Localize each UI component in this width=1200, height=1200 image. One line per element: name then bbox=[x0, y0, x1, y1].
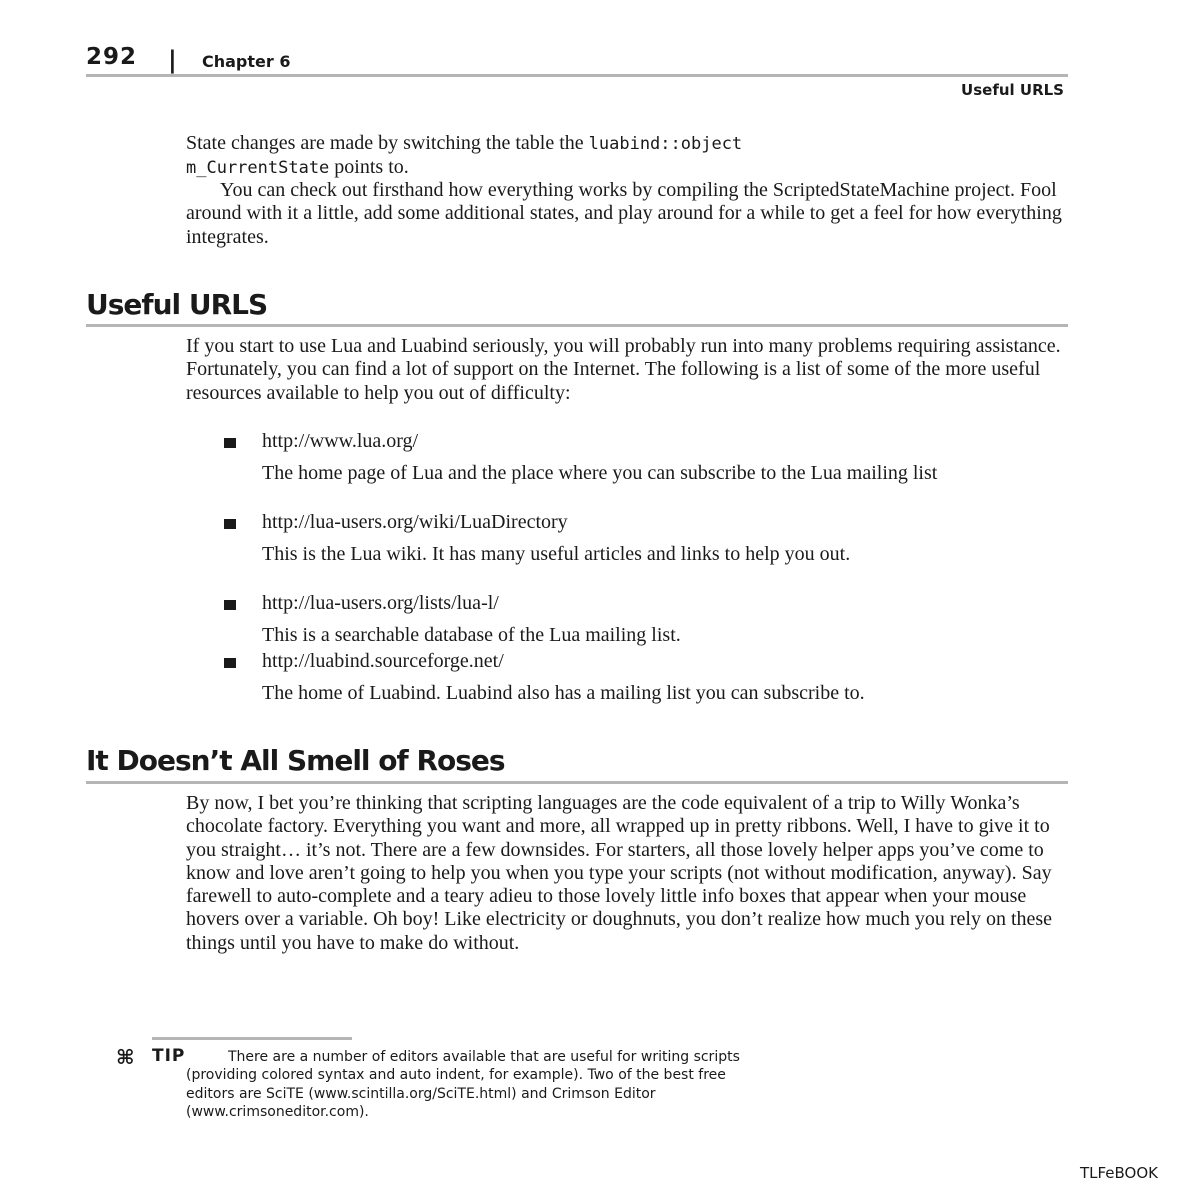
url-description: The home of Luabind. Luabind also has a mailing list you can subscribe to. bbox=[262, 682, 865, 704]
section-rule bbox=[86, 781, 1068, 784]
intro-paragraph-1 bbox=[186, 132, 1066, 181]
running-head: Useful URLS bbox=[961, 81, 1064, 99]
url-description: This is a searchable database of the Lua mailing list. bbox=[262, 624, 681, 646]
url-link[interactable]: http://lua-users.org/lists/lua-l/ bbox=[262, 592, 499, 614]
watermark: TLFeBOOK bbox=[1079, 1164, 1158, 1182]
section-title-useful-urls: Useful URLS bbox=[86, 288, 268, 321]
bullet-icon bbox=[224, 658, 236, 668]
url-link[interactable]: http://luabind.sourceforge.net/ bbox=[262, 650, 504, 672]
url-link[interactable]: http://www.lua.org/ bbox=[262, 430, 419, 452]
tip-line: editors are SciTE (www.scintilla.org/SciTE.html) and Crimson Editor bbox=[186, 1085, 656, 1102]
tip-line: (www.crimsoneditor.com). bbox=[186, 1103, 369, 1120]
chapter-label: Chapter 6 bbox=[202, 52, 291, 71]
intro-text-end: points to. bbox=[334, 156, 409, 179]
url-description: This is the Lua wiki. It has many useful articles and links to help you out. bbox=[262, 543, 851, 565]
bullet-icon bbox=[224, 519, 236, 529]
code-luabind-object: luabind::object bbox=[588, 134, 743, 154]
intro-text: State changes are made by switching the table the bbox=[186, 132, 584, 154]
url-link[interactable]: http://lua-users.org/wiki/LuaDirectory bbox=[262, 511, 568, 533]
bullet-icon bbox=[224, 438, 236, 448]
section-title-roses: It Doesn’t All Smell of Roses bbox=[86, 744, 505, 777]
header-rule bbox=[86, 74, 1068, 77]
url-description: The home page of Lua and the place where you can subscribe to the Lua mailing list bbox=[262, 462, 938, 484]
tip-rule bbox=[152, 1037, 352, 1040]
header-separator: | bbox=[168, 46, 177, 74]
roses-paragraph: By now, I bet you’re thinking that scripting languages are the code equivalent of a trip to Willy Wonka’s chocolate factory. Everything you want and more, all wrapped up in pretty ribbons. Well, I have to give it to you straight… it’s not. There are a few downsides. For starters, all those lovely helper apps you’ve come to know and love aren’t going to help you when you type your scripts (not without modification, anyway). Say farewell to auto-complete and a teary adieu to those lovely little info boxes that appear when your mouse hovers over a variable. Oh boy! Like electricity or doughnuts, you don’t realize how much you rely on these things until you have to make do without. bbox=[186, 792, 1053, 954]
tip-line: There are a number of editors available that are useful for writing scripts bbox=[228, 1049, 740, 1065]
code-current-state: m_CurrentState bbox=[186, 158, 330, 179]
tip-text bbox=[186, 1048, 988, 1121]
intro-paragraph-2: You can check out firsthand how everything works by compiling the ScriptedStateMachine project. Fool around with it a little, add some additional states, and play around for a while to get a feel for how everything integrates. bbox=[186, 179, 1062, 248]
bullet-icon bbox=[224, 600, 236, 610]
page-number: 292 bbox=[86, 44, 138, 70]
command-key-icon: ⌘ bbox=[116, 1045, 135, 1069]
useful-urls-intro: If you start to use Lua and Luabind seriously, you will probably run into many problems requiring assistance. Fortunately, you can find a lot of support on the Internet. The following is a list of some of the more useful resources available to help you out of difficulty: bbox=[186, 335, 1061, 404]
tip-line: (providing colored syntax and auto indent, for example). Two of the best free bbox=[186, 1067, 726, 1084]
tip-label: TIP bbox=[152, 1046, 186, 1066]
section-rule bbox=[86, 324, 1068, 327]
